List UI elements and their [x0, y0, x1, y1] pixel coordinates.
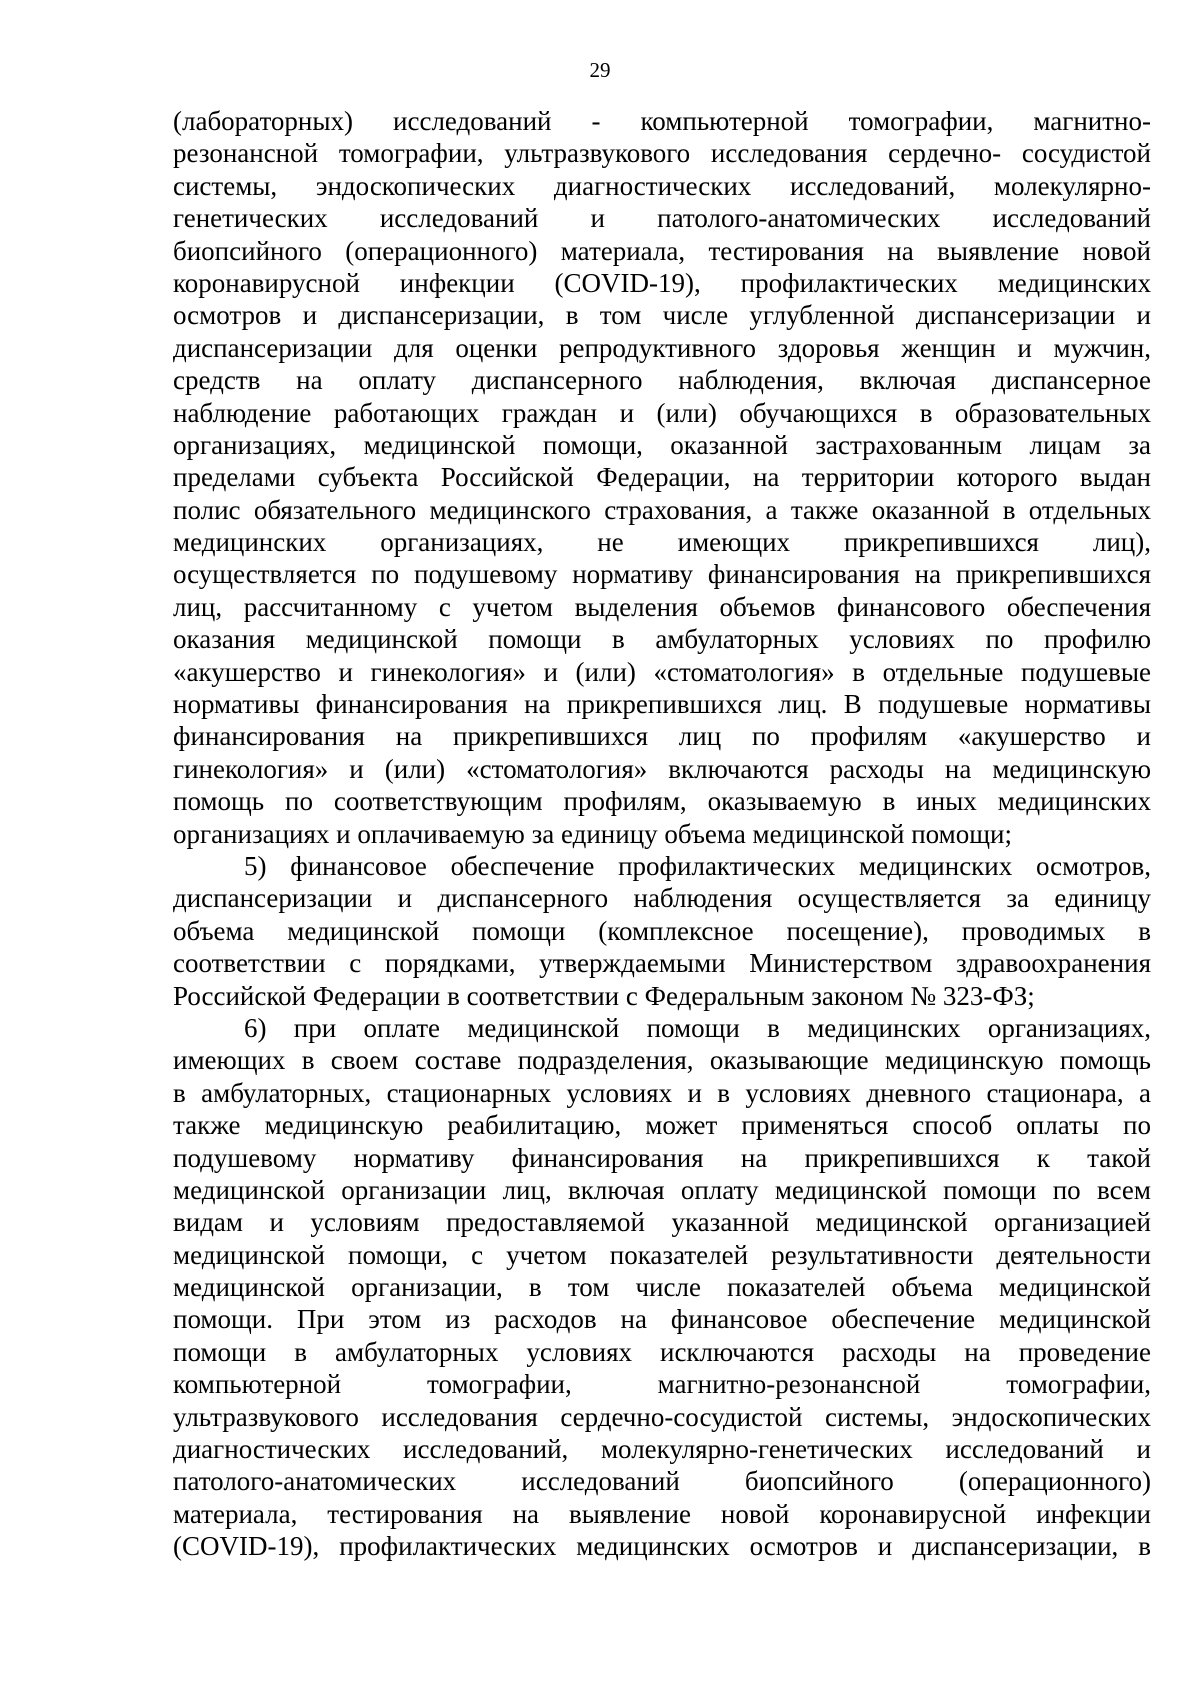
text-line: компьютерной томографии, магнитно-резонансной томографии,: [173, 1369, 1151, 1400]
text-line: в амбулаторных, стационарных условиях и в условиях дневного стационара, а: [173, 1077, 1151, 1108]
text-line: ультразвукового исследования сердечно-сосудистой системы, эндоскопических: [173, 1401, 1151, 1432]
text-line: материала, тестирования на выявление новой коронавирусной инфекции: [173, 1498, 1151, 1529]
text-line: помощь по соответствующим профилям, оказываемую в иных медицинских: [173, 786, 1151, 817]
text-line: организациях и оплачиваемую за единицу объема медицинской помощи;: [173, 818, 1012, 849]
text-line: объема медицинской помощи (комплексное посещение), проводимых в: [173, 915, 1151, 946]
text-line: (COVID-19), профилактических медицинских осмотров и диспансеризации, в: [173, 1531, 1151, 1562]
text-line: имеющих в своем составе подразделения, оказывающие медицинскую помощь: [173, 1045, 1151, 1076]
text-line: помощи в амбулаторных условиях исключаются расходы на проведение: [173, 1336, 1151, 1367]
paragraph-5-first-line: 5) финансовое обеспечение профилактических медицинских осмотров,: [244, 850, 1151, 881]
text-line: видам и условиям предоставляемой указанной медицинской организацией: [173, 1207, 1151, 1238]
text-line: резонансной томографии, ультразвукового исследования сердечно- сосудистой: [173, 138, 1151, 169]
paragraph-6-first-line: 6) при оплате медицинской помощи в медицинских организациях,: [244, 1012, 1151, 1043]
text-line: пределами субъекта Российской Федерации, на территории которого выдан: [173, 462, 1151, 493]
text-line: системы, эндоскопических диагностических исследований, молекулярно-: [173, 170, 1151, 201]
text-line: соответствии с порядками, утверждаемыми Министерством здравоохранения: [173, 948, 1151, 979]
text-line: диспансеризации для оценки репродуктивного здоровья женщин и мужчин,: [173, 332, 1151, 363]
text-line: наблюдение работающих граждан и (или) обучающихся в образовательных: [173, 397, 1151, 428]
text-line: медицинской организации, в том числе показателей объема медицинской: [173, 1272, 1151, 1303]
text-line: патолого-анатомических исследований биопсийного (операционного): [173, 1466, 1151, 1497]
text-line: также медицинскую реабилитацию, может применяться способ оплаты по: [173, 1110, 1151, 1141]
text-line: медицинских организациях, не имеющих прикрепившихся лиц),: [173, 527, 1151, 558]
text-line: диагностических исследований, молекулярно-генетических исследований и: [173, 1434, 1151, 1465]
text-line: средств на оплату диспансерного наблюдения, включая диспансерное: [173, 365, 1151, 396]
text-line: лиц, рассчитанному с учетом выделения объемов финансового обеспечения: [173, 591, 1151, 622]
text-line: полис обязательного медицинского страхования, а также оказанной в отдельных: [173, 494, 1151, 525]
text-line: организациях, медицинской помощи, оказанной застрахованным лицам за: [173, 429, 1151, 460]
text-line: биопсийного (операционного) материала, тестирования на выявление новой: [173, 235, 1151, 266]
text-line: (лабораторных) исследований - компьютерной томографии, магнитно-: [173, 106, 1151, 136]
text-line: Российской Федерации в соответствии с Федеральным законом № 323-ФЗ;: [173, 980, 1035, 1011]
text-line: диспансеризации и диспансерного наблюдения осуществляется за единицу: [173, 883, 1151, 914]
text-line: коронавирусной инфекции (COVID-19), профилактических медицинских: [173, 267, 1151, 298]
text-line: осмотров и диспансеризации, в том числе углубленной диспансеризации и: [173, 300, 1151, 331]
document-body: [173, 105, 1151, 1563]
text-line: нормативы финансирования на прикрепившихся лиц. В подушевые нормативы: [173, 689, 1151, 720]
text-line: «акушерство и гинекология» и (или) «стоматология» в отдельные подушевые: [173, 656, 1151, 687]
page-number: 29: [589, 58, 611, 82]
text-line: оказания медицинской помощи в амбулаторных условиях по профилю: [173, 624, 1151, 655]
text-line: финансирования на прикрепившихся лиц по профилям «акушерство и: [173, 721, 1151, 752]
text-line: помощи. При этом из расходов на финансовое обеспечение медицинской: [173, 1304, 1151, 1335]
text-line: генетических исследований и патолого-анатомических исследований: [173, 203, 1151, 234]
text-line: медицинской помощи, с учетом показателей результативности деятельности: [173, 1239, 1151, 1270]
text-line: подушевому нормативу финансирования на прикрепившихся к такой: [173, 1142, 1151, 1173]
text-line: осуществляется по подушевому нормативу финансирования на прикрепившихся: [173, 559, 1151, 590]
text-line: медицинской организации лиц, включая оплату медицинской помощи по всем: [173, 1174, 1151, 1205]
text-line: гинекология» и (или) «стоматология» включаются расходы на медицинскую: [173, 753, 1151, 784]
